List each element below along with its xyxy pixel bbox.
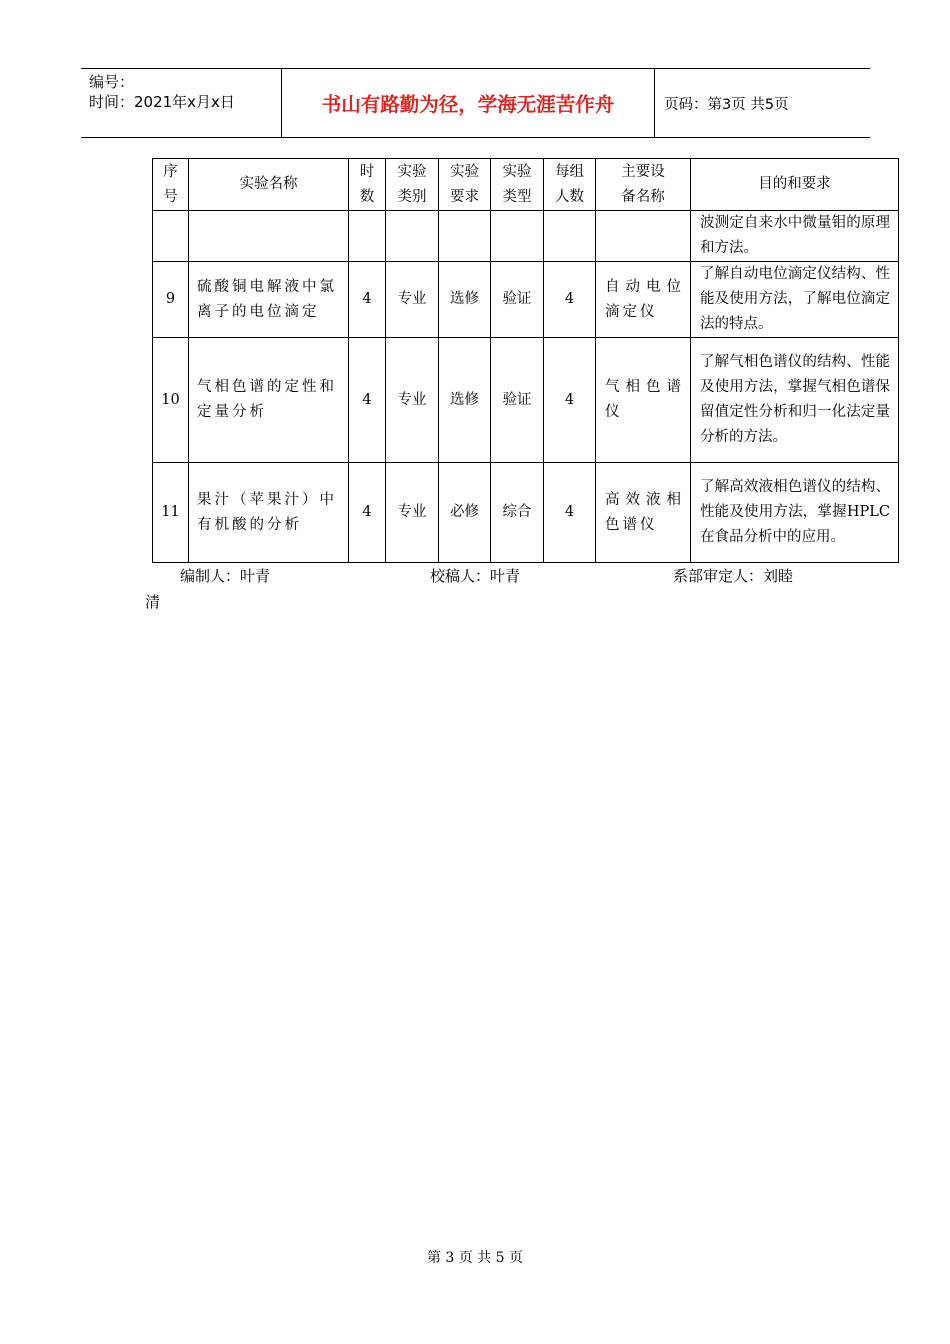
cell-category [386,211,439,262]
document-number-label: 编号： [89,73,135,91]
header-divider [654,69,655,137]
cell-goal: 了解自动电位滴定仪结构、性能及使用方法，了解电位滴定法的特点。 [691,262,899,338]
header-page-info: 页码：第3页 共5页 [664,97,789,113]
cell-goal: 了解气相色谱仪的结构、性能及使用方法，掌握气相色谱保留值定性分析和归一化法定量分析的方法。 [691,338,899,463]
table-row [153,211,899,262]
cell-hours: 4 [349,463,386,563]
header-name: 实验名称 [189,159,349,211]
cell-people: 4 [544,262,596,338]
header-goal: 目的和要求 [691,159,899,211]
cell-requirement [439,211,491,262]
header-hours: 时数 [349,159,386,211]
cell-people: 4 [544,338,596,463]
cell-requirement: 选修 [439,262,491,338]
header-requirement: 实验要求 [439,159,491,211]
cell-type: 验证 [491,262,544,338]
table-header-row [153,159,899,211]
cell-hours [349,211,386,262]
cell-equipment: 气相色谱仪 [596,338,691,463]
header-equipment: 主要设备名称 [596,159,691,211]
page-header [81,68,870,138]
cell-people: 4 [544,463,596,563]
compiler-signature: 编制人：叶青 [180,567,271,585]
proofreader-signature: 校稿人：叶青 [430,567,521,585]
cell-equipment [596,211,691,262]
cell-no: 9 [153,262,189,338]
cell-no: 10 [153,338,189,463]
experiment-table [152,158,899,563]
table-row [153,463,899,563]
header-no: 序号 [153,159,189,211]
cell-type: 验证 [491,338,544,463]
cell-goal: 了解高效液相色谱仪的结构、性能及使用方法，掌握HPLC在食品分析中的应用。 [691,463,899,563]
cell-category: 专业 [386,262,439,338]
reviewer-signature-continued: 清 [145,593,161,611]
cell-requirement: 选修 [439,338,491,463]
cell-type [491,211,544,262]
table-row [153,262,899,338]
header-type: 实验类型 [491,159,544,211]
cell-category: 专业 [386,338,439,463]
cell-name: 硫酸铜电解液中氯离子的电位滴定 [189,262,349,338]
header-people: 每组人数 [544,159,596,211]
cell-name: 气相色谱的定性和定量分析 [189,338,349,463]
cell-goal: 波测定自来水中微量钼的原理和方法。 [691,211,899,262]
header-motto: 书山有路勤为径，学海无涯苦作舟 [321,93,615,116]
cell-name [189,211,349,262]
cell-no: 11 [153,463,189,563]
cell-hours: 4 [349,262,386,338]
table-row [153,338,899,463]
cell-equipment: 高效液相色谱仪 [596,463,691,563]
header-meta [81,69,281,137]
cell-people [544,211,596,262]
page-number-footer: 第 3 页 共 5 页 [426,1250,524,1266]
cell-category: 专业 [386,463,439,563]
cell-equipment: 自动电位滴定仪 [596,262,691,338]
cell-no [153,211,189,262]
cell-type: 综合 [491,463,544,563]
document-date-label: 时间：2021年x月x日 [89,93,235,111]
reviewer-signature: 系部审定人：刘睦 [673,567,794,585]
cell-requirement: 必修 [439,463,491,563]
header-category: 实验类别 [386,159,439,211]
cell-name: 果汁（苹果汁）中有机酸的分析 [189,463,349,563]
cell-hours: 4 [349,338,386,463]
